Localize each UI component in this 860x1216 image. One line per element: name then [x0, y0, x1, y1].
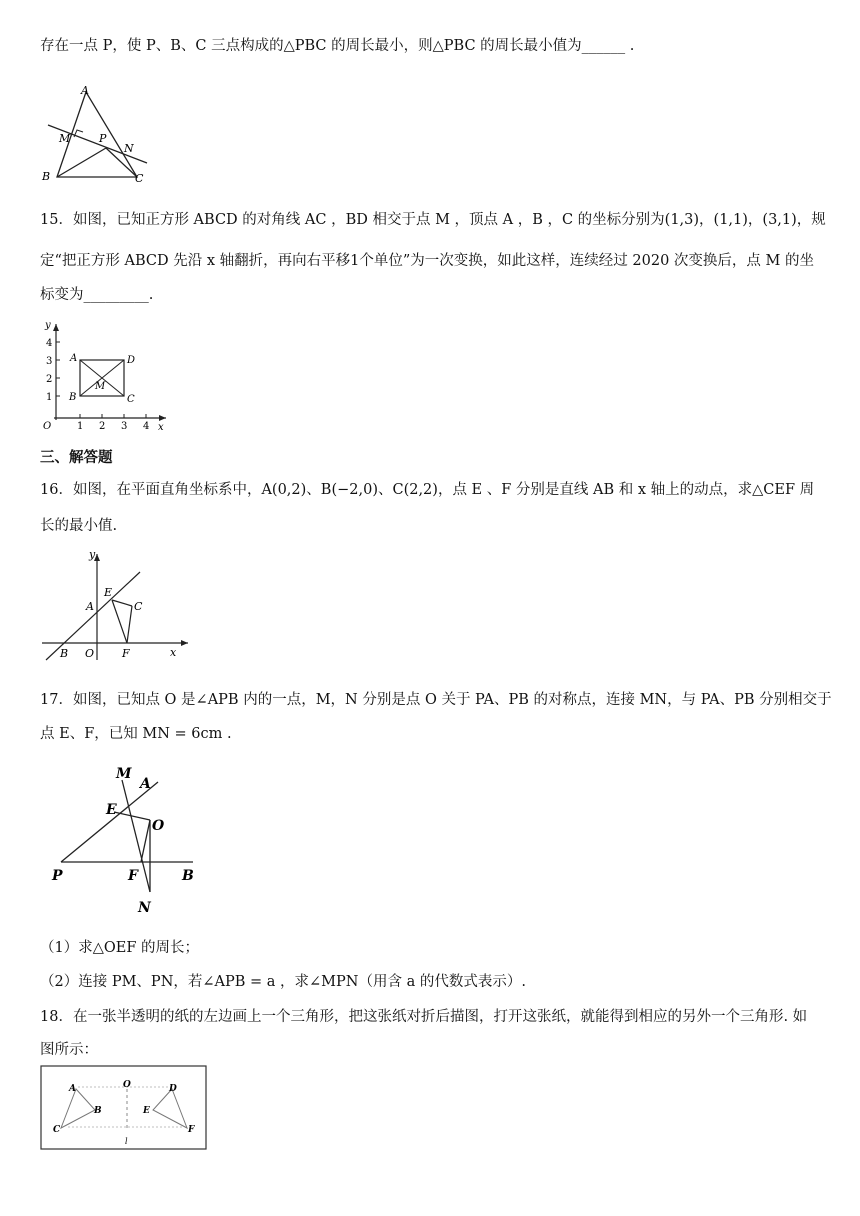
label-B: B [69, 392, 77, 403]
x-tick: 4 [143, 421, 150, 432]
label-A: A [140, 776, 151, 792]
label-O: O [85, 647, 95, 660]
y-axis-label: y [89, 548, 96, 561]
label-l: l [125, 1137, 128, 1146]
x-tick: 1 [77, 421, 84, 432]
label-O: O [152, 818, 165, 834]
label-M: M [116, 766, 132, 782]
x-axis-label: x [170, 646, 177, 659]
y-tick: 2 [46, 374, 53, 385]
q14-text: 存在一点 P，使 P、B、C 三点构成的△PBC 的周长最小，则△PBC 的周长最小值为______ . [40, 38, 635, 54]
label-P: P [99, 132, 107, 145]
label-P: P [52, 868, 63, 884]
q18-text-1: 18．在一张半透明的纸的左边画上一个三角形，把这张纸对折后描图，打开这张纸，就能得到相应的另外一个三角形. 如 [40, 1009, 808, 1025]
label-C: C [127, 394, 135, 405]
label-E: E [106, 802, 117, 818]
q15-figure [40, 318, 170, 433]
y-axis-label: y [45, 320, 51, 331]
label-B: B [94, 1106, 102, 1116]
q17-text-2: 点 E、F，已知 MN = 6cm . [40, 726, 232, 742]
q14-figure [40, 80, 155, 190]
y-tick: 3 [46, 356, 53, 367]
x-tick: 3 [121, 421, 128, 432]
q18-figure [40, 1065, 208, 1151]
origin-label: O [43, 421, 52, 432]
q15-text-2: 定“把正方形 ABCD 先沿 x 轴翻折，再向右平移1个单位”为一次变换，如此这样，连续经过 2020 次变换后，点 M 的坐 [40, 253, 814, 269]
q17-part-2: （2）连接 PM、PN，若∠APB = a ，求∠MPN（用含 a 的代数式表示）. [40, 974, 526, 990]
x-tick: 2 [99, 421, 106, 432]
label-E: E [143, 1106, 150, 1116]
label-C: C [135, 172, 144, 185]
label-A: A [70, 353, 78, 364]
q18-text-2: 图所示： [40, 1042, 98, 1058]
label-M: M [59, 132, 71, 145]
section-title: 三、解答题 [40, 450, 113, 466]
label-F: F [188, 1125, 195, 1135]
q16-figure [40, 548, 190, 663]
label-C: C [134, 600, 143, 613]
label-F: F [128, 868, 138, 884]
label-B: B [60, 647, 69, 660]
label-B: B [182, 868, 194, 884]
q17-part-1: （1）求△OEF 的周长； [40, 940, 200, 956]
label-E: E [104, 586, 113, 599]
q17-figure [48, 760, 203, 920]
label-A: A [86, 600, 94, 613]
label-C: C [53, 1125, 61, 1135]
label-A: A [81, 84, 89, 97]
label-N: N [124, 142, 134, 155]
label-B: B [42, 170, 51, 183]
y-tick: 4 [46, 338, 53, 349]
q15-text-1: 15．如图，已知正方形 ABCD 的对角线 AC ，BD 相交于点 M ，顶点 A ，B ，C 的坐标分别为(1,3)，(1,1)，(3,1)，规 [40, 212, 826, 228]
q16-text-2: 长的最小值. [40, 518, 118, 534]
label-N: N [138, 900, 151, 916]
label-D: D [169, 1084, 177, 1094]
x-axis-label: x [158, 422, 164, 433]
label-D: D [127, 355, 136, 366]
q17-text-1: 17．如图，已知点 O 是∠APB 内的一点，M，N 分别是点 O 关于 PA、PB 的对称点，连接 MN，与 PA、PB 分别相交于 [40, 692, 832, 708]
label-A: A [69, 1084, 76, 1094]
q15-text-3: 标变为_________. [40, 287, 154, 303]
q16-text-1: 16．如图，在平面直角坐标系中，A(0,2)、B(−2,0)、C(2,2)，点 E 、F 分别是直线 AB 和 x 轴上的动点，求△CEF 周 [40, 482, 815, 498]
label-O: O [123, 1080, 131, 1090]
label-F: F [122, 647, 130, 660]
label-M: M [95, 381, 106, 392]
y-tick: 1 [46, 392, 53, 403]
